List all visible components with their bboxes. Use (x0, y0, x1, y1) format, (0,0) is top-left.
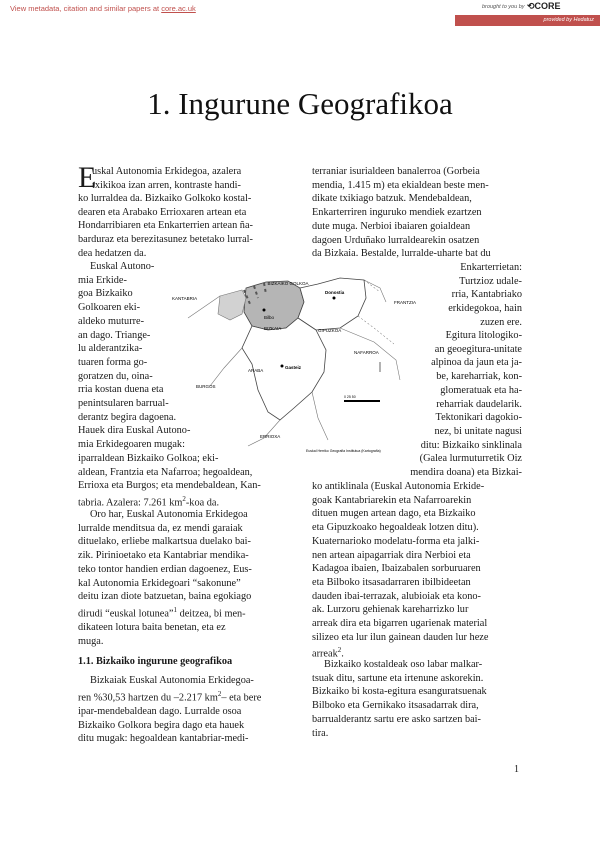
map-label-gipuzkoa: GIPUZKOA (318, 328, 342, 333)
core-logo-icon: ⟲ (527, 1, 535, 11)
map-label-bizkaia: BIZKAIA (264, 326, 282, 331)
map-label-bilbo: Bilbo (264, 315, 275, 320)
core-logo[interactable]: ⟲CORE (527, 1, 561, 11)
section-heading: 1.1. Bizkaiko ingurune geografikoa (78, 656, 233, 667)
map-caption: Euskal Herriko Geografia Institutua (Kartografia) (306, 449, 381, 453)
bizkaia-enclave (218, 290, 246, 320)
basque-country-map (168, 268, 416, 458)
metadata-link[interactable]: View metadata, citation and similar papers at core.ac.uk (10, 4, 196, 13)
map-label-golkoa: BIZKAIKO GOLKOA (267, 281, 309, 286)
dropcap: E (78, 161, 97, 194)
provided-by-badge[interactable]: provided by Hedatuz (455, 15, 600, 26)
col2-p2-full: ko antiklinala (Euskal Autonomia Erkide- goak Kantabriarekin eta Nafarroarekin dituen mugen artean dago, eta Bizkaiko eta Gipuzkoako hegoaldeak lotzen ditu). Kuaternarioko modelatu-forma eta jalki- nen artean aipagarriak dira Nerbioi eta Kadagoa ibaien, Ibaizabalen sorburuaren eta Bilboko itsasadarraren ibilbideetan dauden ibai-terrazak, alubioiak eta kono- ak. Lurzoru gehienak kareharrizko lur arreak dira eta bigarren ugarienak material silizeo eta lur ilun gainean dauden lur heze arreak$^2$. (312, 481, 489, 660)
col1-p3: Oro har, Euskal Autonomia Erkidegoa lurralde menditsua da, ez mendi garaiak dituelako, erliebe malkartsua duelako bai- zik. Pirinioetako eta Kantabriar mendika- teko tontor handien erdian dagoenez, Eus- kal Autonomia Erkidegoari “sakonune” deitu izan diote batzuetan, baina egokiago dirudi “euskal lotunea”$^1$ deitzea, bi men- dikateen lotura baita benetan, eta ez muga. (78, 509, 252, 647)
map-label-donostia: Donostia (325, 290, 345, 295)
scale-bar (344, 400, 380, 402)
brought-by-label: brought to you by (482, 4, 525, 10)
donostia-dot (333, 297, 336, 300)
map-label-gasteiz: Gasteiz (285, 365, 302, 370)
map-label-kantabria: KANTABRIA (172, 296, 198, 301)
col1-p1: ko lurraldea da. Bizkaiko Golkoko kostal- dearen eta Arabako Errioxaren artean eta Hondarribiaren eta Enkarterrien artean ña- barduraz eta berezitasunez betetako lurral- dea hedatzen da. (78, 193, 253, 259)
map-label-frantzia: FRANTZIA (394, 300, 416, 305)
col2-p1: terraniar isurialdeen banalerroa (Gorbeia mendia, 1.415 m) eta ekialdean beste men- dikate txikiago batzuk. Mendebaldean, Enkarterriren inguruko mendiek ezartzen dute muga. Nerbioi ibaiaren goialdean dagoen Urduñako lurraldearekin osatzen da Bizkaia. Bestalde, lurralde-uharte bat du (312, 166, 491, 260)
map-label-araba: ARABA (248, 368, 264, 373)
col1-p4: Bizkaiak Euskal Autonomia Erkidegoa- ren %30,53 hartzen du –2.217 $km^2-$ eta bere ipar-mendebaldean dago. Lurralde osoa Bizkaiko Golkora begira dago eta hauek ditu mugak: hegoaldean kantabriar-medi- (78, 675, 262, 745)
col1-p2-full: iparraldean Bizkaiko Golkoa; eki- aldean, Frantzia eta Nafarroa; hegoaldean, Errioxa eta Burgos; eta mendebaldean, Kan- tabria. Azalera: 7.261 $km^2$-koa da. (78, 453, 261, 509)
col2-p1-narrow: Enkarterrietan: Turtzioz udale- rria, Kantabriako erkidegokoa, hain zuzen ere. (448, 262, 522, 328)
col1-p1-top: uskal Autonomia Erkidegoa, azalera txikikoa izan arren, kontraste handi- (92, 166, 242, 191)
col2-p3: Bizkaiko kostaldeak oso labar malkar- tsuak ditu, sartune eta irtenune askorekin. Bizkaiko bi kosta-egitura esanguratsuenak Bilboko eta Gernikako itsasadarrak dira, barrualderantz sartu ere asko sartzen bai- tira. (312, 659, 487, 739)
page-number: 1 (514, 764, 519, 775)
gasteiz-dot (281, 365, 284, 368)
col1-p2-narrow: Euskal Autono- mia Erkide- goa Bizkaiko Golkoaren eki- aldeko muturre- an dago. Triange- lu alderantzika- tuaren forma go- goratzen du, oina- rria kostan duena eta penintsularen barrual- derantz begira dagoena. Hauek dira Euskal Autono- mia Erkidegoaren mugak: (78, 261, 191, 451)
map-label-errioxa: ERRIOXA (260, 434, 281, 439)
bilbo-dot (263, 309, 266, 312)
map-scale-label: 0 25 50 (344, 395, 356, 399)
page-title: 1. Ingurune Geografikoa (147, 86, 453, 121)
map-label-nafarroa: NAFARROA (354, 350, 379, 355)
col2-p2-narrow: Egitura litologiko- an geoegitura-unitate alpinoa da jaun eta ja- be, kareharriak, kon- glomeratuak eta ha- reharriak daudelarik. Tektonikari dagokio- nez, bi unitate nagusi ditu: Bizkaiko sinklinala (Galea lurmuturretik Oiz mendira doana) eta Bizkai- (410, 330, 522, 479)
map-label-burgos: BURGOS (196, 384, 216, 389)
